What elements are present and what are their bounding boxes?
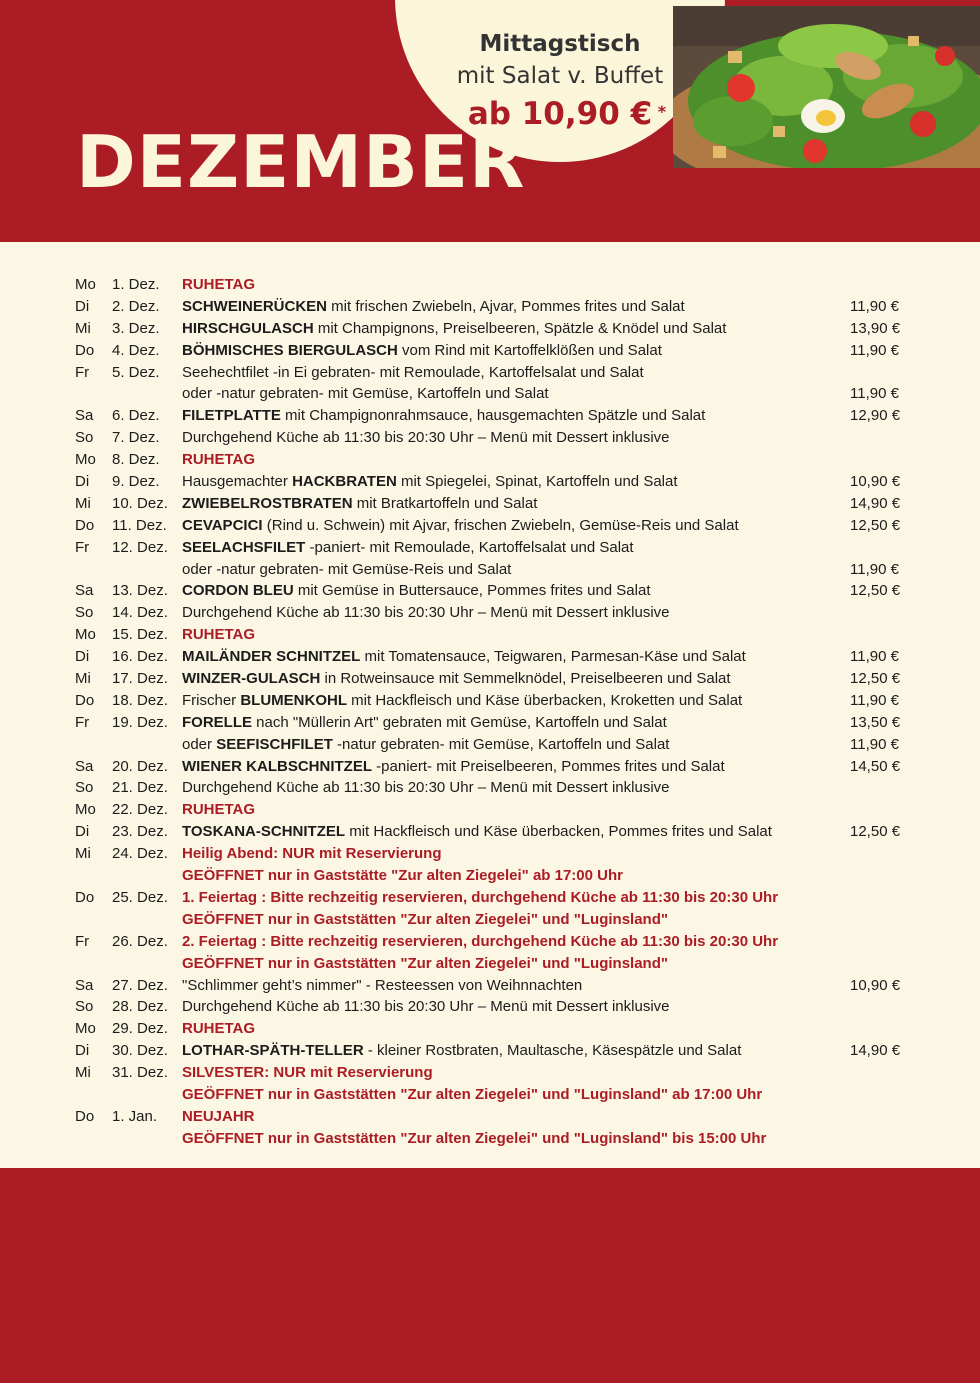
price: 12,50 € <box>850 582 901 600</box>
price: 12,90 € <box>850 407 901 425</box>
date: 25. Dez. <box>112 888 168 906</box>
dish-details: in Rotweinsauce mit Semmelknödel, Preiselbeeren und Salat <box>320 670 731 688</box>
dish-details: RUHETAG <box>182 451 256 469</box>
dish-details: 2. Feiertag : Bitte rechzeitig reservieren, durchgehend Küche ab 11:30 bis 20:30 Uhr <box>182 932 779 950</box>
dish-description <box>182 692 742 710</box>
dish-description <box>182 298 685 316</box>
dish-details: GEÖFFNET nur in Gaststätten "Zur alten Ziegelei" und "Luginsland" <box>182 954 668 972</box>
weekday: Do <box>75 341 95 359</box>
menu-row <box>0 1128 980 1150</box>
dish-name: HIRSCHGULASCH <box>182 319 314 337</box>
dish-description <box>182 517 739 535</box>
menu-list <box>0 274 980 1150</box>
weekday: Mi <box>75 670 91 688</box>
dish-description <box>182 911 668 929</box>
dish-details: Durchgehend Küche ab 11:30 bis 20:30 Uhr – Menü mit Dessert inklusive <box>182 604 670 622</box>
dish-details: - kleiner Rostbraten, Maultasche, Käsespätzle und Salat <box>363 1042 742 1060</box>
dish-details: GEÖFFNET nur in Gaststätte "Zur alten Ziegelei" ab 17:00 Uhr <box>182 867 623 885</box>
dish-description <box>182 758 725 776</box>
menu-row <box>0 471 980 493</box>
dish-description <box>182 561 511 579</box>
dish-details: mit Bratkartoffeln und Salat <box>352 494 538 512</box>
menu-row <box>0 996 980 1018</box>
dish-name: CEVAPCICI <box>182 516 263 534</box>
dish-description <box>182 276 255 294</box>
dish-name: CORDON BLEU <box>182 582 294 600</box>
weekday: Fr <box>75 713 90 731</box>
date: 24. Dez. <box>112 845 168 863</box>
dish-name: BÖHMISCHES BIERGULASCH <box>182 341 398 359</box>
weekday: Sa <box>75 976 94 994</box>
dish-description <box>182 364 644 382</box>
date: 21. Dez. <box>112 779 168 797</box>
date: 19. Dez. <box>112 713 168 731</box>
menu-row <box>0 799 980 821</box>
weekday: Do <box>75 888 95 906</box>
price: 11,90 € <box>850 560 899 578</box>
menu-row <box>0 602 980 624</box>
price: 12,50 € <box>850 516 901 534</box>
date: 14. Dez. <box>112 604 168 622</box>
dish-name: TOSKANA-SCHNITZEL <box>182 823 346 841</box>
dish-details: vom Rind mit Kartoffelklößen und Salat <box>397 341 662 359</box>
dish-description <box>182 1130 766 1148</box>
menu-row <box>0 1084 980 1106</box>
menu-row <box>0 559 980 581</box>
dish-name: ZWIEBELROSTBRATEN <box>182 494 353 512</box>
weekday: Fr <box>75 363 90 381</box>
weekday: Mi <box>75 494 91 512</box>
dish-description <box>182 385 549 403</box>
price: 12,50 € <box>850 670 901 688</box>
promo-subtitle: mit Salat v. Buffet <box>456 63 664 89</box>
menu-row <box>0 405 980 427</box>
dish-details: GEÖFFNET nur in Gaststätten "Zur alten Ziegelei" und "Luginsland" bis 15:00 Uhr <box>182 1129 767 1147</box>
menu-row <box>0 296 980 318</box>
weekday: Do <box>75 1107 95 1125</box>
menu-row <box>0 756 980 778</box>
dish-description <box>182 779 670 797</box>
dish-details: Heilig Abend: NUR mit Reservierung <box>182 845 442 863</box>
dish-description <box>182 1020 255 1038</box>
weekday: Di <box>75 473 90 491</box>
weekday: So <box>75 604 94 622</box>
dish-name: SEEFISCHFILET <box>216 735 333 753</box>
menu-row <box>0 953 980 975</box>
dish-description <box>182 473 678 491</box>
dish-details: (Rind u. Schwein) mit Ajvar, frischen Zwiebeln, Gemüse-Reis und Salat <box>262 516 739 534</box>
dish-description <box>182 933 778 951</box>
dish-description <box>182 736 669 754</box>
date: 15. Dez. <box>112 626 168 644</box>
price: 11,90 € <box>850 648 899 666</box>
weekday: Mo <box>75 1020 96 1038</box>
dish-details: Durchgehend Küche ab 11:30 bis 20:30 Uhr – Menü mit Dessert inklusive <box>182 998 670 1016</box>
dish-description <box>182 714 667 732</box>
date: 5. Dez. <box>112 363 160 381</box>
dish-details: Durchgehend Küche ab 11:30 bis 20:30 Uhr – Menü mit Dessert inklusive <box>182 429 670 447</box>
menu-row <box>0 668 980 690</box>
date: 16. Dez. <box>112 648 168 666</box>
dish-prefix: oder <box>182 735 217 753</box>
dish-description <box>182 867 623 885</box>
date: 13. Dez. <box>112 582 168 600</box>
dish-description <box>182 801 255 819</box>
menu-row <box>0 646 980 668</box>
date: 31. Dez. <box>112 1064 168 1082</box>
menu-row <box>0 449 980 471</box>
date: 8. Dez. <box>112 451 160 469</box>
price: 14,90 € <box>850 494 901 512</box>
salad-photo <box>673 6 980 168</box>
menu-row <box>0 931 980 953</box>
price: 11,90 € <box>850 341 899 359</box>
dish-details: "Schlimmer geht’s nimmer" - Resteessen von Weihnnachten <box>182 976 583 994</box>
dish-description <box>182 1042 741 1060</box>
weekday: Di <box>75 823 90 841</box>
dish-details: mit Hackfleisch und Käse überbacken, Kroketten und Salat <box>347 691 743 709</box>
weekday: Mi <box>75 1064 91 1082</box>
dish-description <box>182 320 726 338</box>
dish-details: -paniert- mit Remoulade, Kartoffelsalat und Salat <box>305 538 634 556</box>
menu-row <box>0 843 980 865</box>
date: 3. Dez. <box>112 319 160 337</box>
date: 11. Dez. <box>112 516 167 534</box>
dish-details: -paniert- mit Preiselbeeren, Pommes frites und Salat <box>372 757 725 775</box>
dish-details: RUHETAG <box>182 626 256 644</box>
price: 11,90 € <box>850 735 899 753</box>
menu-row <box>0 1040 980 1062</box>
weekday: So <box>75 998 94 1016</box>
date: 7. Dez. <box>112 429 160 447</box>
date: 23. Dez. <box>112 823 168 841</box>
date: 18. Dez. <box>112 691 168 709</box>
menu-row <box>0 777 980 799</box>
date: 1. Jan. <box>112 1107 158 1125</box>
dish-details: RUHETAG <box>182 801 256 819</box>
date: 30. Dez. <box>112 1042 168 1060</box>
dish-description <box>182 604 670 622</box>
date: 17. Dez. <box>112 670 168 688</box>
dish-description <box>182 823 772 841</box>
dish-description <box>182 429 670 447</box>
dish-prefix: Frischer <box>182 691 241 709</box>
weekday: Sa <box>75 582 94 600</box>
dish-name: LOTHAR-SPÄTH-TELLER <box>182 1042 364 1060</box>
month-title: DEZEMBER <box>76 120 526 204</box>
price: 11,90 € <box>850 385 899 403</box>
date: 6. Dez. <box>112 407 160 425</box>
price: 10,90 € <box>850 976 901 994</box>
dish-details: nach "Müllerin Art" gebraten mit Gemüse, Kartoffeln und Salat <box>252 713 667 731</box>
dish-description <box>182 977 582 995</box>
dish-description <box>182 889 778 907</box>
dish-description <box>182 582 651 600</box>
dish-details: RUHETAG <box>182 276 256 293</box>
dish-details: 1. Feiertag : Bitte rechzeitig reservieren, durchgehend Küche ab 11:30 bis 20:30 Uhr <box>182 888 779 906</box>
dish-details: NEUJAHR <box>182 1107 255 1125</box>
weekday: Do <box>75 691 95 709</box>
date: 28. Dez. <box>112 998 168 1016</box>
dish-description <box>182 1064 433 1082</box>
dish-name: BLUMENKOHL <box>240 691 347 709</box>
weekday: Mo <box>75 451 96 469</box>
date: 22. Dez. <box>112 801 168 819</box>
promo-price-value: ab 10,90 € <box>467 96 653 132</box>
price: 11,90 € <box>850 691 899 709</box>
dish-details: GEÖFFNET nur in Gaststätten "Zur alten Ziegelei" und "Luginsland" ab 17:00 Uhr <box>182 1085 763 1103</box>
menu-row <box>0 383 980 405</box>
dish-description <box>182 955 668 973</box>
price: 11,90 € <box>850 297 899 315</box>
price: 13,90 € <box>850 319 901 337</box>
menu-row <box>0 865 980 887</box>
dish-description <box>182 1086 762 1104</box>
menu-row <box>0 318 980 340</box>
menu-row <box>0 515 980 537</box>
price: 12,50 € <box>850 823 901 841</box>
weekday: Mo <box>75 626 96 644</box>
date: 20. Dez. <box>112 757 168 775</box>
menu-row <box>0 1062 980 1084</box>
weekday: Fr <box>75 538 90 556</box>
dish-description <box>182 495 537 513</box>
dish-details: mit Spiegelei, Spinat, Kartoffeln und Salat <box>396 473 678 491</box>
menu-row <box>0 274 980 296</box>
dish-name: WIENER KALBSCHNITZEL <box>182 757 372 775</box>
weekday: Sa <box>75 407 94 425</box>
dish-details: mit Hackfleisch und Käse überbacken, Pommes frites und Salat <box>345 823 772 841</box>
menu-row <box>0 362 980 384</box>
menu-row <box>0 690 980 712</box>
weekday: So <box>75 429 94 447</box>
menu-row <box>0 712 980 734</box>
dish-details: oder -natur gebraten- mit Gemüse-Reis und Salat <box>182 560 512 578</box>
salad-image <box>673 6 980 168</box>
menu-row <box>0 734 980 756</box>
dish-details: mit Gemüse in Buttersauce, Pommes frites und Salat <box>293 582 651 600</box>
dish-details: mit Tomatensauce, Teigwaren, Parmesan-Käse und Salat <box>360 648 746 666</box>
weekday: Di <box>75 297 90 315</box>
menu-row <box>0 493 980 515</box>
date: 26. Dez. <box>112 932 168 950</box>
dish-details: SILVESTER: NUR mit Reservierung <box>182 1064 433 1082</box>
price: 10,90 € <box>850 473 901 491</box>
weekday: Di <box>75 648 90 666</box>
menu-row <box>0 427 980 449</box>
date: 27. Dez. <box>112 976 168 994</box>
date: 9. Dez. <box>112 473 160 491</box>
price: 14,90 € <box>850 1042 901 1060</box>
dish-details: Durchgehend Küche ab 11:30 bis 20:30 Uhr – Menü mit Dessert inklusive <box>182 779 670 797</box>
weekday: Do <box>75 516 95 534</box>
dish-description <box>182 451 255 469</box>
menu-row <box>0 1018 980 1040</box>
dish-details: GEÖFFNET nur in Gaststätten "Zur alten Ziegelei" und "Luginsland" <box>182 910 668 928</box>
dish-prefix: Hausgemachter <box>182 473 293 491</box>
dish-description <box>182 670 731 688</box>
dish-description <box>182 845 441 863</box>
dish-name: SCHWEINERÜCKEN <box>182 297 328 315</box>
weekday: Mo <box>75 801 96 819</box>
dish-description <box>182 1108 255 1126</box>
dish-name: SEELACHSFILET <box>182 538 306 556</box>
menu-row <box>0 1106 980 1128</box>
price: 13,50 € <box>850 713 901 731</box>
date: 12. Dez. <box>112 538 168 556</box>
menu-row <box>0 537 980 559</box>
date: 4. Dez. <box>112 341 160 359</box>
dish-details: mit Champignonrahmsauce, hausgemachten Spätzle und Salat <box>280 407 706 425</box>
dish-name: FILETPLATTE <box>182 407 281 425</box>
price: 14,50 € <box>850 757 901 775</box>
menu-row <box>0 580 980 602</box>
dish-name: MAILÄNDER SCHNITZEL <box>182 648 361 666</box>
dish-details: -natur gebraten- mit Gemüse, Kartoffeln und Salat <box>332 735 670 753</box>
dish-description <box>182 539 634 557</box>
weekday: Mi <box>75 845 91 863</box>
menu-row <box>0 624 980 646</box>
menu-row <box>0 975 980 997</box>
menu-row <box>0 821 980 843</box>
dish-details: mit frischen Zwiebeln, Ajvar, Pommes frites und Salat <box>327 297 685 315</box>
dish-description <box>182 626 255 644</box>
dish-description <box>182 407 705 425</box>
weekday: Mo <box>75 276 96 293</box>
dish-details: RUHETAG <box>182 1020 256 1038</box>
weekday: Di <box>75 1042 90 1060</box>
date: 2. Dez. <box>112 297 160 315</box>
menu-row <box>0 909 980 931</box>
dish-name: WINZER-GULASCH <box>182 670 321 688</box>
dish-details: mit Champignons, Preiselbeeren, Spätzle & Knödel und Salat <box>313 319 727 337</box>
dish-description <box>182 998 670 1016</box>
date: 29. Dez. <box>112 1020 168 1038</box>
weekday: Sa <box>75 757 94 775</box>
dish-description <box>182 648 746 666</box>
weekday: So <box>75 779 94 797</box>
weekday: Mi <box>75 319 91 337</box>
menu-row <box>0 340 980 362</box>
dish-description <box>182 342 662 360</box>
dish-details: Seehechtfilet -in Ei gebraten- mit Remoulade, Kartoffelsalat und Salat <box>182 363 644 381</box>
date: 1. Dez. <box>112 276 160 293</box>
header-banner <box>0 0 980 242</box>
menu-row <box>0 887 980 909</box>
dish-details: oder -natur gebraten- mit Gemüse, Kartoffeln und Salat <box>182 385 549 403</box>
promo-title: Mittagstisch <box>479 31 641 57</box>
dish-name: FORELLE <box>182 713 252 731</box>
asterisk-icon: * <box>657 102 667 121</box>
dish-name: HACKBRATEN <box>292 473 397 491</box>
date: 10. Dez. <box>112 494 168 512</box>
weekday: Fr <box>75 932 90 950</box>
